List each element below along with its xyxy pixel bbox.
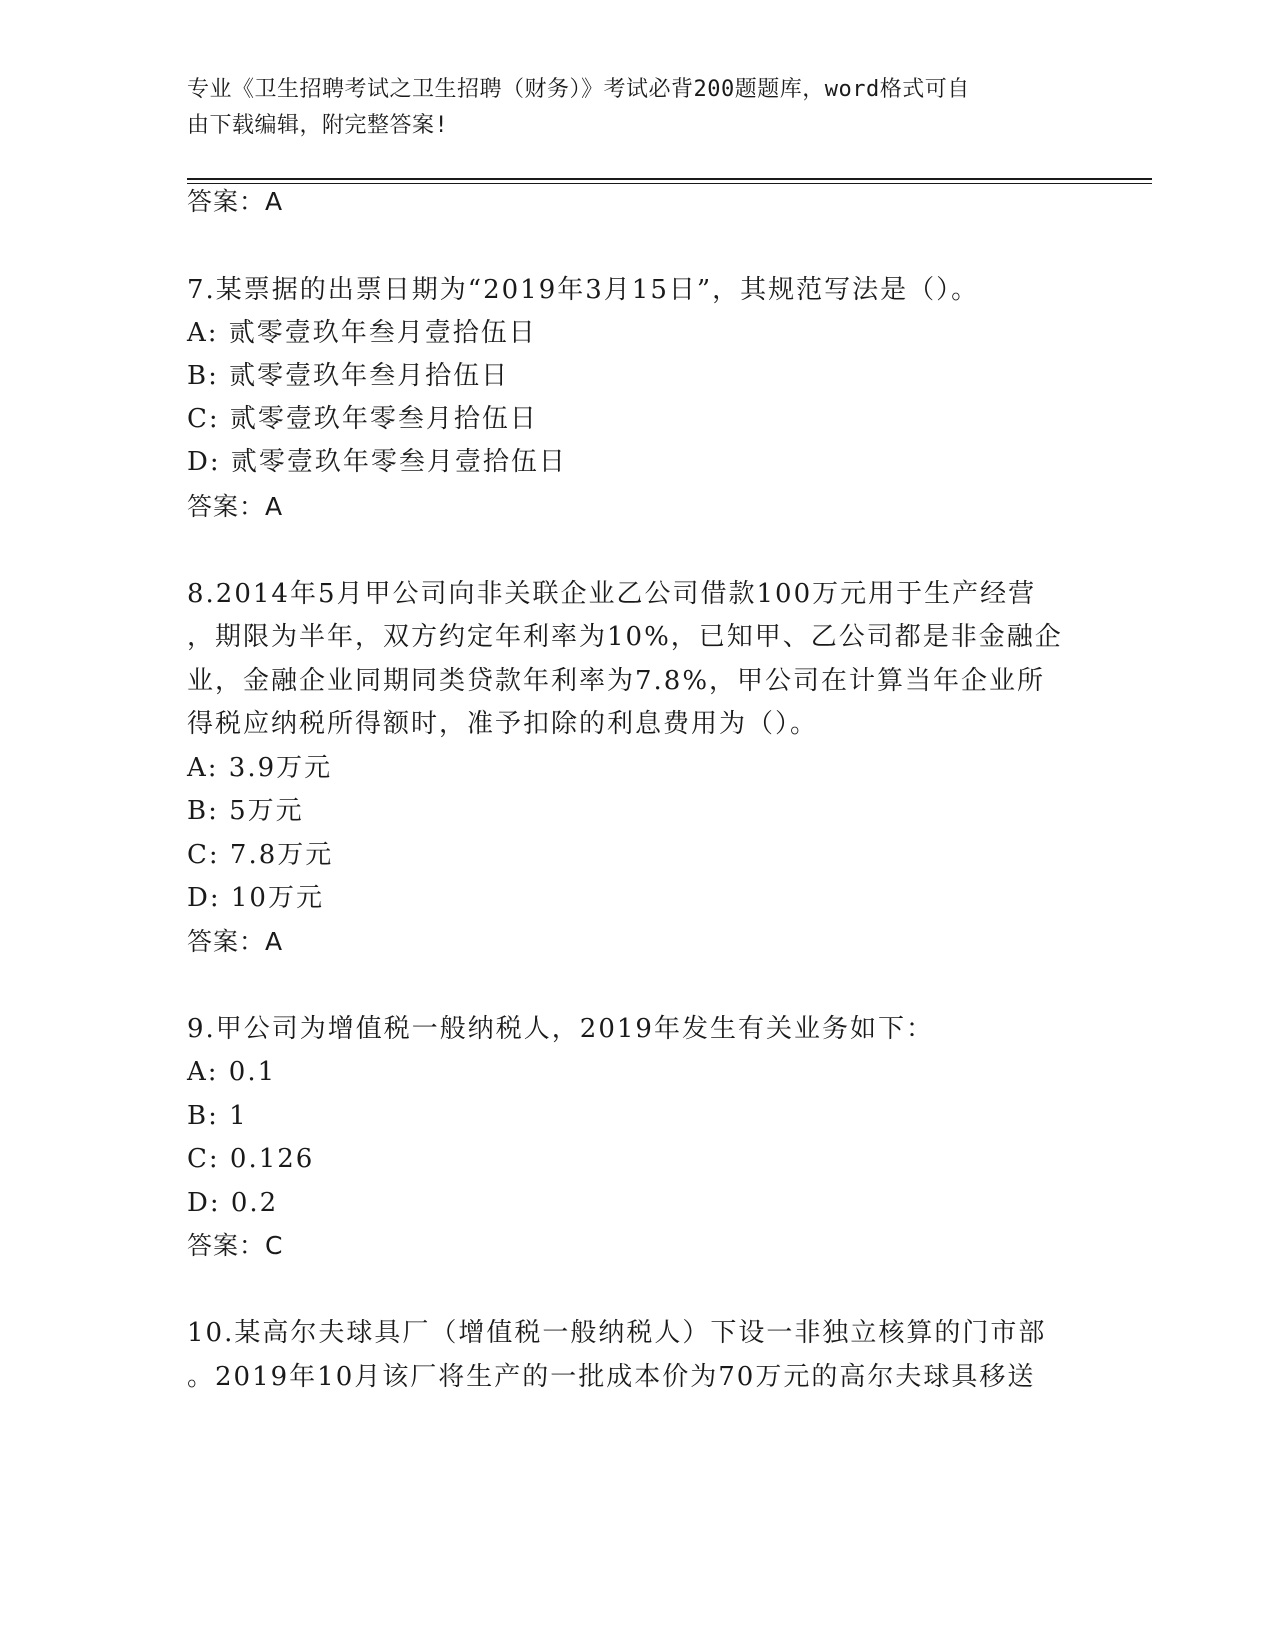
q8-option-d: D: 10万元 [187, 883, 324, 913]
q7-option-d: D: 贰零壹玖年零叁月壹拾伍日 [187, 447, 567, 477]
q9-option-c: C: 0.126 [187, 1144, 315, 1174]
q10-stem-line-2: 。2019年10月该厂将生产的一批成本价为70万元的高尔夫球具移送 [187, 1362, 1036, 1392]
header-divider-thick [187, 178, 1152, 180]
q8-stem-line-4: 得税应纳税所得额时，准予扣除的利息费用为（）。 [187, 709, 819, 739]
q8-answer: 答案：A [187, 927, 284, 956]
q9-answer: 答案：C [187, 1231, 284, 1260]
header-line-2: 由下载编辑，附完整答案! [187, 113, 449, 138]
answer-previous: 答案：A [187, 187, 284, 216]
q8-option-c: C: 7.8万元 [187, 840, 334, 870]
q8-stem-line-2: ，期限为半年，双方约定年利率为10%，已知甲、乙公司都是非金融企 [187, 622, 1063, 652]
q9-option-d: D: 0.2 [187, 1188, 279, 1218]
q8-option-a: A: 3.9万元 [187, 753, 333, 783]
q7-answer: 答案：A [187, 492, 284, 521]
q9-option-a: A: 0.1 [187, 1057, 277, 1087]
q7-stem: 7.某票据的出票日期为“2019年3月15日”，其规范写法是（）。 [187, 275, 980, 305]
q8-stem-line-1: 8.2014年5月甲公司向非关联企业乙公司借款100万元用于生产经营 [187, 579, 1037, 609]
q8-option-b: B: 5万元 [187, 796, 304, 826]
document-header [187, 72, 1067, 144]
q7-option-c: C: 贰零壹玖年零叁月拾伍日 [187, 404, 538, 434]
q8-stem-line-3: 业，金融企业同期同类贷款年利率为7.8%，甲公司在计算当年企业所 [187, 666, 1046, 696]
q7-option-b: B: 贰零壹玖年叁月拾伍日 [187, 361, 510, 391]
q9-stem: 9.甲公司为增值税一般纳税人，2019年发生有关业务如下： [187, 1014, 934, 1044]
q7-option-a: A: 贰零壹玖年叁月壹拾伍日 [187, 318, 537, 348]
header-divider-thin [187, 183, 1152, 184]
q9-option-b: B: 1 [187, 1101, 248, 1131]
q10-stem-line-1: 10.某高尔夫球具厂（增值税一般纳税人）下设一非独立核算的门市部 [187, 1318, 1047, 1348]
header-line-1: 专业《卫生招聘考试之卫生招聘（财务）》考试必背200题题库，word格式可自 [187, 77, 970, 102]
